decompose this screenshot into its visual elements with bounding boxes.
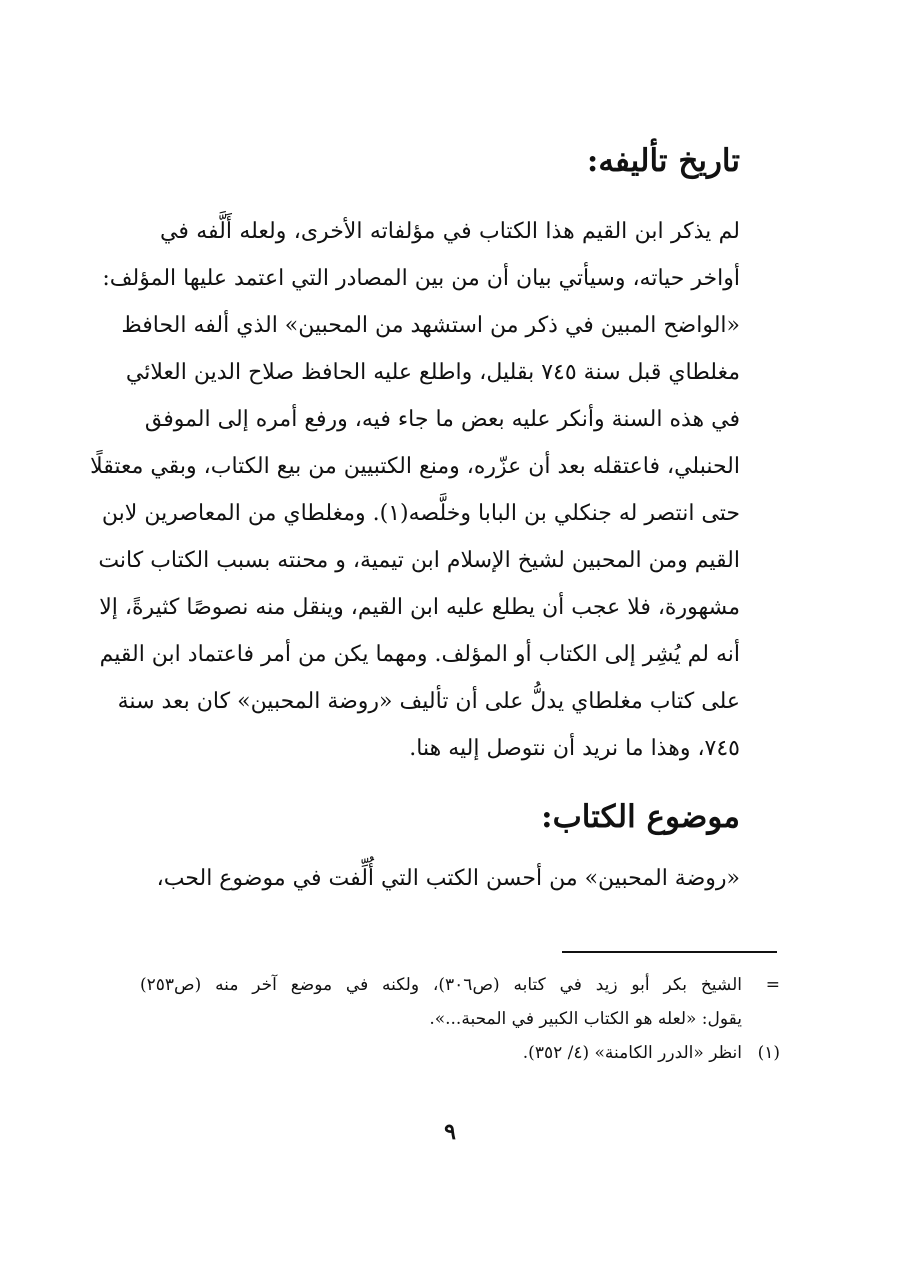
paragraph-line: على كتاب مغلطاي يدلُّ على أن تأليف «روضة المحبين» كان بعد سنة [117,689,740,714]
paragraph-line: حتى انتصر له جنكلي بن البابا وخلَّصه(١). ومغلطاي من المعاصرين لابن [101,501,740,526]
paragraph-line: مشهورة، فلا عجب أن يطلع عليه ابن القيم، وينقل منه نصوصًا كثيرةً، إلا [99,595,740,620]
footnote-spacer [742,1002,780,1036]
paragraph-line: أنه لم يُشِر إلى الكتاب أو المؤلف. ومهما يكن من أمر فاعتماد ابن القيم [99,642,740,667]
paragraph-line: مغلطاي قبل سنة ٧٤٥ بقليل، واطلع عليه الحافظ صلاح الدين العلائي [125,360,740,385]
paragraph-line: في هذه السنة وأنكر عليه بعض ما جاء فيه، ورفع أمره إلى الموفق [144,407,740,432]
paragraph-line: «روضة المحبين» من أحسن الكتب التي أُلِّفت في موضوع الحب، [156,866,740,891]
paragraph-line: لم يذكر ابن القيم هذا الكتاب في مؤلفاته الأخرى، ولعله أَلَّفه في [160,219,740,244]
paragraph-line: الحنبلي، فاعتقله بعد أن عزّره، ومنع الكتبيين من بيع الكتاب، وبقي معتقلًا [90,454,740,479]
paragraph-date-of-writing [90,208,740,772]
page-number: ٩ [444,1119,456,1145]
paragraph-line: ٧٤٥، وهذا ما نريد أن نتوصل إليه هنا. [409,736,740,761]
paragraph-line: «الواضح المبين في ذكر من استشهد من المحبين» الذي ألفه الحافظ [121,313,740,338]
paragraph-book-subject [156,855,740,902]
footnote-1-marker: (١) [757,1043,780,1063]
footnote-continuation [140,968,780,1002]
footnote-line: يقول: «لعله هو الكتاب الكبير في المحبة...». [429,1009,742,1029]
footnote-continuation-line-2 [140,1002,780,1036]
paragraph-line: أواخر حياته، وسيأتي بيان أن من بين المصادر التي اعتمد عليها المؤلف: [102,266,740,291]
footnote-1-text: انظر «الدرر الكامنة» (٤/ ٣٥٢). [522,1043,742,1063]
footnote-line: الشيخ بكر أبو زيد في كتابه (ص٣٠٦)، ولكنه في موضع آخر منه (ص٢٥٣) [140,975,742,995]
section-heading-book-subject: موضوع الكتاب: [541,799,740,835]
footnotes [140,968,780,1070]
footnote-1 [140,1036,780,1070]
paragraph-line: القيم ومن المحبين لشيخ الإسلام ابن تيمية، و محنته بسبب الكتاب كانت [98,548,740,573]
footnote-separator [562,951,777,953]
footnote-continuation-marker: = [765,975,780,995]
section-heading-date-of-writing: تاريخ تأليفه: [586,143,740,179]
